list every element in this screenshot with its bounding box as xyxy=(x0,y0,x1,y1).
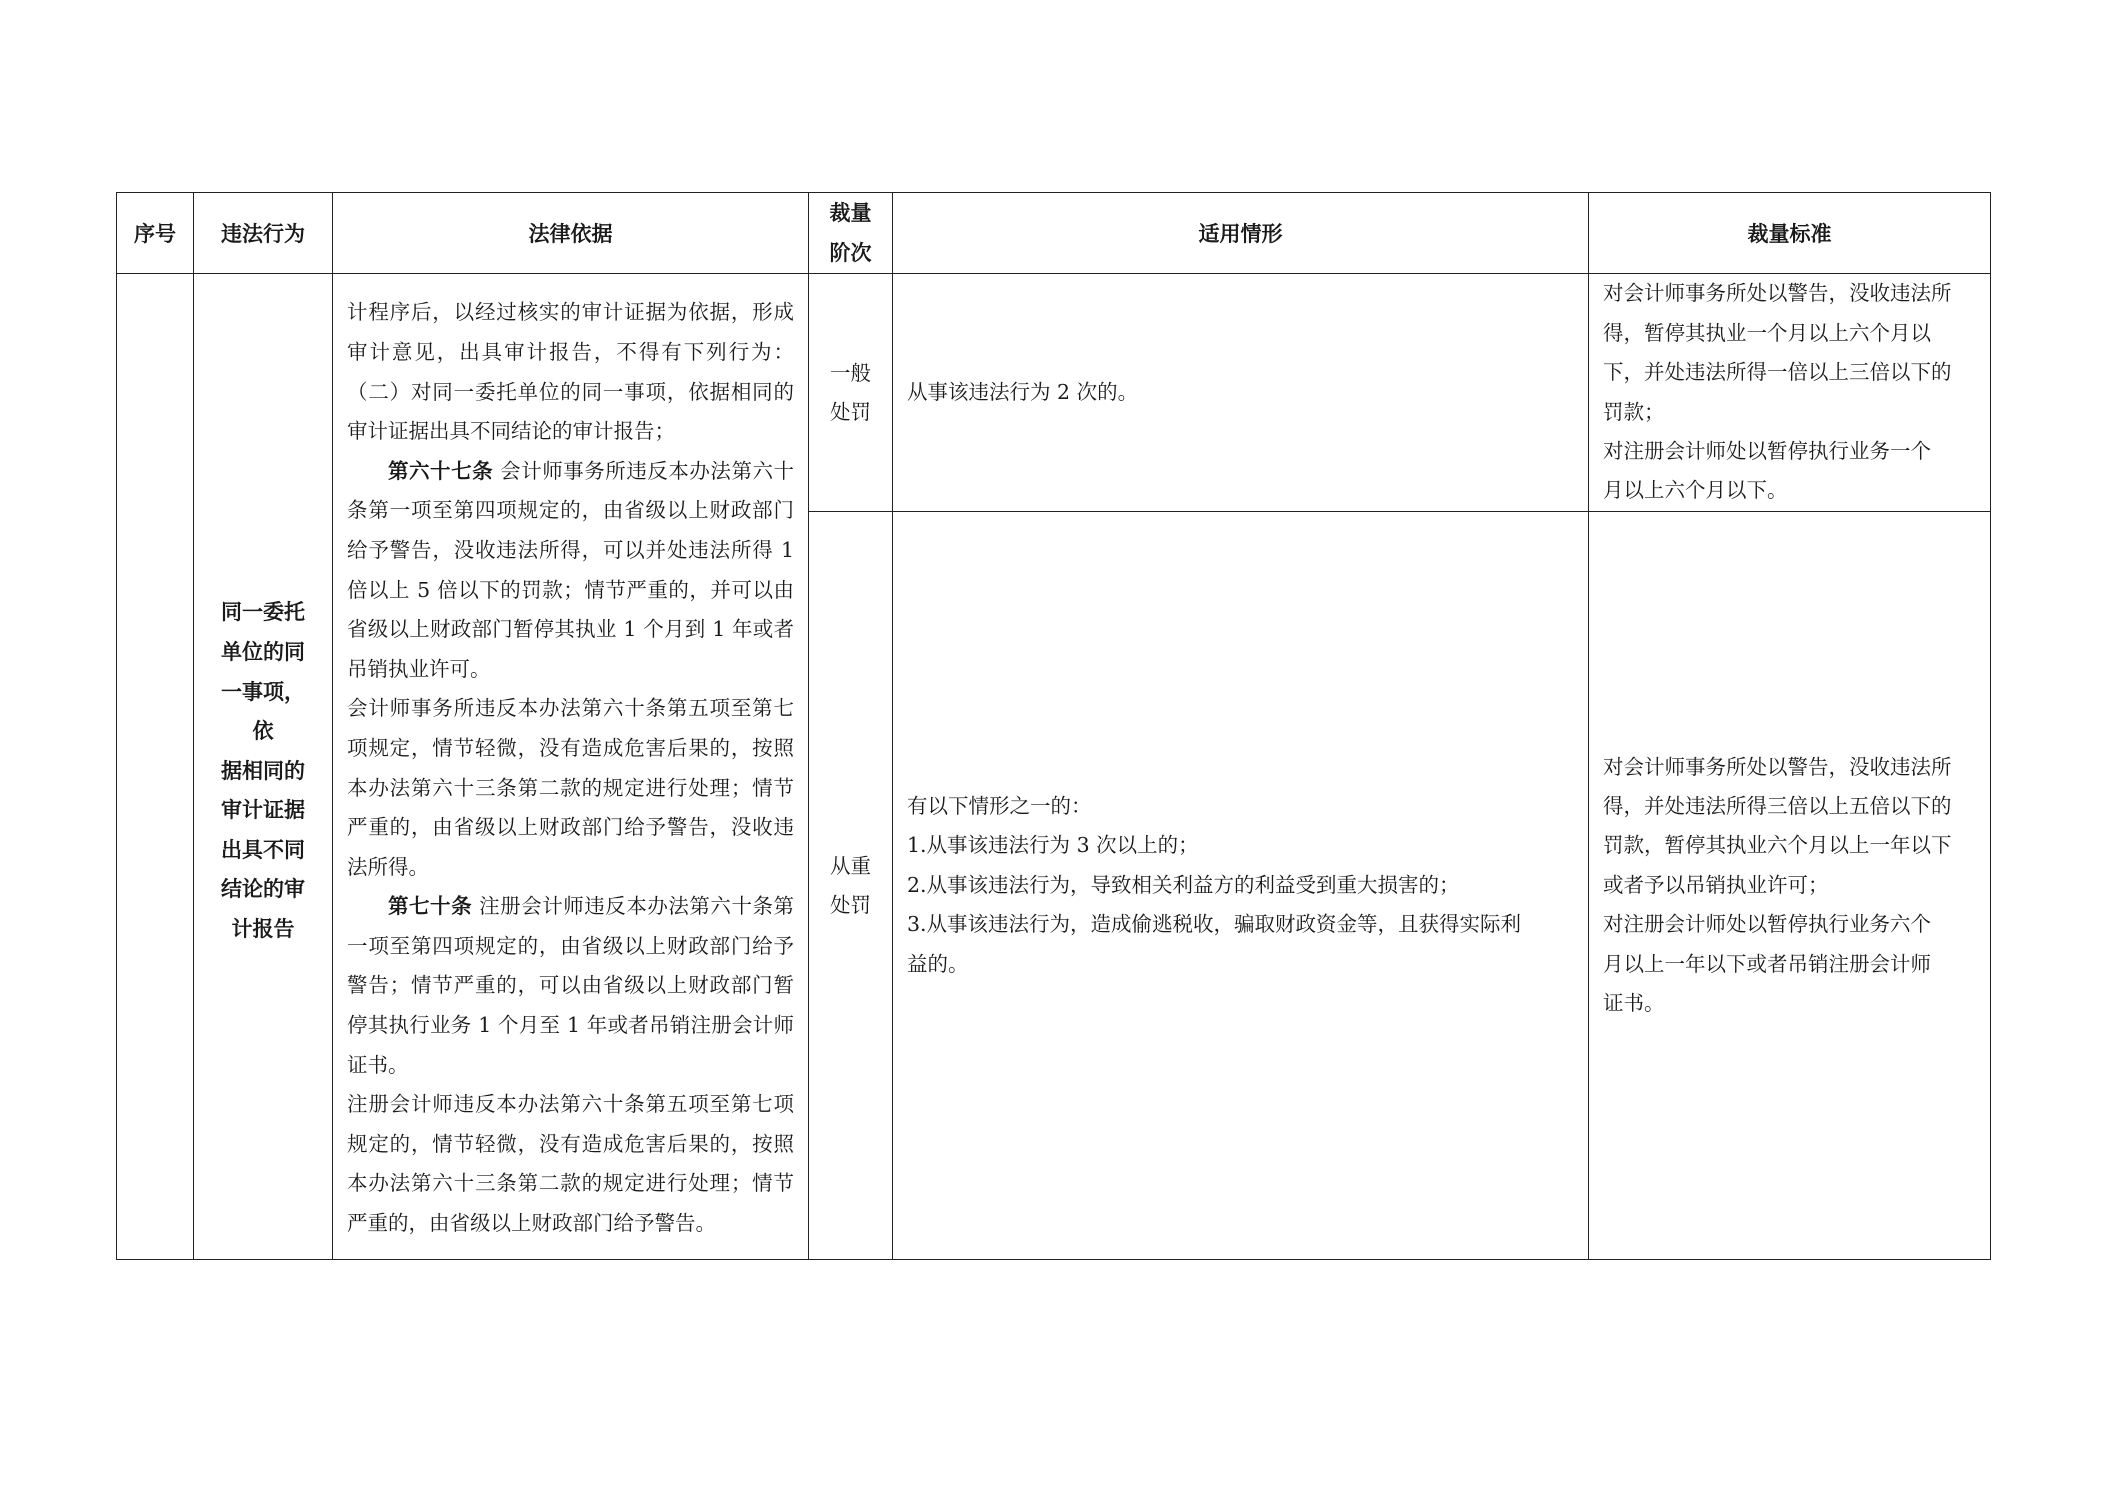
header-level xyxy=(809,193,893,274)
article-67-heading: 第六十七条 xyxy=(388,458,494,483)
standard-text xyxy=(1589,748,1990,1024)
level-cell-aggravated xyxy=(809,512,893,1260)
law-paragraph-5: 注册会计师违反本办法第六十条第五项至第七项规定的，情节轻微，没有造成危害后果的，按照本办法第六十三条第二款的规定进行处理；情节严重的，由省级以上财政部门给予警告。 xyxy=(347,1092,794,1236)
violation-text xyxy=(194,584,332,948)
standard-line: 对会计师事务所处以警告，没收违法所 xyxy=(1603,754,1952,779)
standard-cell-general xyxy=(1589,274,1991,512)
table-header-row xyxy=(117,193,1991,274)
level-line: 从重 xyxy=(830,853,871,878)
standard-line: 下，并处违法所得一倍以上三倍以下的 xyxy=(1603,360,1952,385)
standard-line: 对注册会计师处以暂停执行业务一个 xyxy=(1603,438,1931,463)
standard-line: 或者予以吊销执业许可； xyxy=(1603,872,1829,897)
header-standard: 裁量标准 xyxy=(1589,193,1991,274)
standard-line: 月以上六个月以下。 xyxy=(1603,478,1788,503)
violation-line: 计报告 xyxy=(231,916,295,942)
seq-cell xyxy=(117,274,194,1260)
standard-line: 对会计师事务所处以警告，没收违法所 xyxy=(1603,281,1952,306)
standard-line: 罚款； xyxy=(1603,399,1665,424)
case-line: 2.从事该违法行为，导致相关利益方的利益受到重大损害的； xyxy=(907,872,1460,897)
law-paragraph-2 xyxy=(347,452,794,690)
case-line: 从事该违法行为 2 次的。 xyxy=(907,379,1139,404)
violation-line: 据相同的 xyxy=(221,757,305,783)
article-70-text: 注册会计师违反本办法第六十条第一项至第四项规定的，由省级以上财政部门给予警告；情节严重的，可以由省级以上财政部门暂停其执行业务 1 个月至 1 年或者吊销注册会计师证书。 xyxy=(347,894,795,1077)
case-cell-general xyxy=(893,274,1589,512)
legal-basis-cell xyxy=(333,274,809,1260)
header-seq: 序号 xyxy=(117,193,194,274)
standard-text xyxy=(1589,274,1990,510)
violation-line: 同一委托 xyxy=(221,599,305,625)
standard-cell-aggravated xyxy=(1589,512,1991,1260)
case-line: 1.从事该违法行为 3 次以上的； xyxy=(907,833,1199,858)
header-violation: 违法行为 xyxy=(194,193,333,274)
violation-line: 单位的同 xyxy=(221,638,305,664)
standard-line: 得，暂停其执业一个月以上六个月以 xyxy=(1603,320,1931,345)
case-line: 3.从事该违法行为，造成偷逃税收，骗取财政资金等，且获得实际利 xyxy=(907,912,1522,937)
level-cell-general xyxy=(809,274,893,512)
case-text xyxy=(893,373,1588,412)
law-paragraph-1: 计程序后，以经过核实的审计证据为依据，形成审计意见，出具审计报告，不得有下列行为：（二）对同一委托单位的同一事项，依据相同的审计证据出具不同结论的审计报告； xyxy=(347,300,794,444)
violation-line: 一事项，依 xyxy=(221,678,305,744)
law-paragraph-3: 会计师事务所违反本办法第六十条第五项至第七项规定，情节轻微，没有造成危害后果的，按照本办法第六十三条第二款的规定进行处理；情节严重的，由省级以上财政部门给予警告，没收违法所得。 xyxy=(347,696,794,879)
violation-line: 审计证据 xyxy=(221,797,305,823)
level-line: 处罚 xyxy=(830,892,871,917)
header-level-line1: 裁量 xyxy=(829,200,872,225)
case-text xyxy=(893,787,1588,984)
violation-line: 出具不同 xyxy=(221,836,305,862)
header-applicable-case: 适用情形 xyxy=(893,193,1589,274)
case-cell-aggravated xyxy=(893,512,1589,1260)
level-line: 一般 xyxy=(830,360,871,385)
violation-cell xyxy=(194,274,333,1260)
legal-basis-text xyxy=(333,289,808,1243)
standard-line: 罚款，暂停其执业六个月以上一年以下 xyxy=(1603,833,1952,858)
table-row-general xyxy=(117,274,1991,512)
header-legal-basis: 法律依据 xyxy=(333,193,809,274)
article-70-heading: 第七十条 xyxy=(388,894,473,919)
article-67-text: 会计师事务所违反本办法第六十条第一项至第四项规定的，由省级以上财政部门给予警告，没收违法所得，可以并处违法所得 1 倍以上 5 倍以下的罚款；情节严重的，并可以由省级以上财政部门暂停其执业 1 个月到 1 年或者吊销执业许可。 xyxy=(347,458,795,681)
standard-line: 得，并处违法所得三倍以上五倍以下的 xyxy=(1603,793,1952,818)
standard-line: 对注册会计师处以暂停执行业务六个 xyxy=(1603,912,1931,937)
standard-line: 证书。 xyxy=(1603,991,1665,1016)
violation-line: 结论的审 xyxy=(221,876,305,902)
case-line: 有以下情形之一的： xyxy=(907,793,1092,818)
header-level-line2: 阶次 xyxy=(829,240,872,265)
case-line: 益的。 xyxy=(907,951,969,976)
law-paragraph-4 xyxy=(347,887,794,1085)
level-line: 处罚 xyxy=(830,399,871,424)
discretion-standard-table xyxy=(116,192,1991,1260)
standard-line: 月以上一年以下或者吊销注册会计师 xyxy=(1603,951,1931,976)
